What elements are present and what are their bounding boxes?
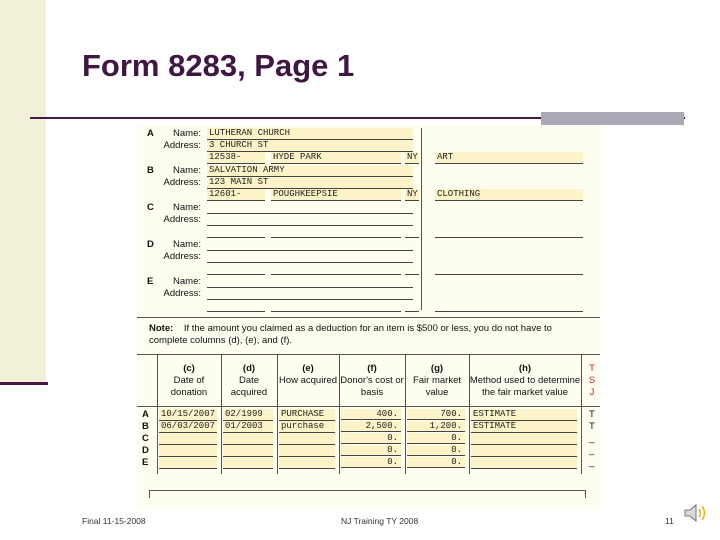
property-column-divider [421, 128, 422, 310]
donee-property-field-value: ART [437, 152, 454, 162]
donee-letter: B [147, 165, 154, 176]
column-header [221, 363, 277, 399]
cell-d[interactable] [223, 445, 273, 457]
donee-city-field-value [271, 300, 273, 310]
cell-c-value: 10/15/2007 [161, 409, 216, 419]
column-label: Date of donation [170, 375, 208, 398]
section-divider-top [137, 317, 600, 318]
donee-zip-field-value: 12538- [209, 152, 242, 162]
cell-d-value: 02/1999 [225, 409, 263, 419]
donee-name-label: Name: [173, 165, 201, 176]
donee-property-field-value: CLOTHING [437, 189, 481, 199]
cell-g[interactable] [407, 445, 465, 456]
table-column-divider [221, 354, 222, 474]
donee-address-field[interactable] [207, 251, 413, 263]
column-header [405, 363, 469, 399]
donee-state-field[interactable] [405, 226, 419, 238]
table-bottom-tick-left [149, 490, 150, 498]
cell-c[interactable] [159, 457, 217, 469]
donee-address-field-value: 123 MAIN ST [209, 177, 269, 187]
column-key: (f) [367, 363, 377, 374]
donee-city-field[interactable] [271, 226, 401, 238]
cell-h-value: ESTIMATE [473, 421, 517, 431]
cell-d[interactable] [223, 409, 273, 421]
column-key: (h) [518, 363, 532, 374]
donee-zip-field[interactable] [207, 263, 265, 275]
speaker-icon[interactable] [683, 502, 709, 524]
donee-state-field[interactable] [405, 152, 419, 164]
donee-state-field[interactable] [405, 263, 419, 275]
donee-state-field-value [405, 226, 407, 236]
donee-zip-field[interactable] [207, 189, 265, 201]
donee-name-field-value [207, 202, 209, 212]
note-text: If the amount you claimed as a deduction for an item is $500 or less, you do not have to complete columns (d), (e), and (f). [149, 323, 552, 346]
donee-property-field-value [435, 263, 437, 273]
cell-d[interactable] [223, 421, 273, 433]
footer-left: Final 11-15-2008 [82, 516, 146, 526]
cell-e[interactable] [279, 457, 335, 469]
cell-c-value [159, 445, 161, 455]
donee-state-field[interactable] [405, 300, 419, 312]
cell-g-value: 700. [440, 409, 462, 419]
footer-page-number: 11 [665, 516, 674, 526]
note-label: Note: [149, 323, 174, 334]
donee-name-label: Name: [173, 239, 201, 250]
cell-d[interactable] [223, 433, 273, 445]
cell-d-value [223, 433, 225, 443]
cell-d[interactable] [223, 457, 273, 469]
cell-f[interactable] [341, 409, 401, 420]
cell-f-value: 2,500. [365, 421, 398, 431]
cell-f-value: 0. [387, 445, 398, 455]
donee-name-field[interactable] [207, 239, 413, 251]
cell-f[interactable] [341, 457, 401, 468]
column-label: How acquired [278, 375, 338, 386]
donee-name-field-value: LUTHERAN CHURCH [209, 128, 291, 138]
cell-e-value [279, 457, 281, 467]
donee-property-field[interactable] [435, 152, 583, 164]
column-header [157, 363, 221, 399]
cell-h[interactable] [471, 445, 577, 457]
donee-zip-field[interactable] [207, 152, 265, 164]
table-column-divider [405, 354, 406, 474]
cell-f-value: 0. [387, 433, 398, 443]
donee-letter: D [147, 239, 154, 250]
donee-name-label: Name: [173, 276, 201, 287]
donee-name-field-value: SALVATION ARMY [209, 165, 285, 175]
donee-address-field-value [207, 214, 209, 224]
cell-d-value [223, 445, 225, 455]
footer-center: NJ Training TY 2008 [341, 516, 419, 526]
cell-h[interactable] [471, 421, 577, 433]
cell-e-value: purchase [281, 421, 325, 431]
donee-name-field[interactable] [207, 276, 413, 288]
donee-address-label: Address: [163, 177, 201, 188]
donee-city-field[interactable] [271, 152, 401, 164]
row-tsj[interactable]: T [589, 421, 595, 432]
donee-city-field[interactable] [271, 189, 401, 201]
row-letter: A [142, 409, 149, 420]
column-key: (e) [302, 363, 314, 374]
donee-name-label: Name: [173, 128, 201, 139]
column-key: (d) [242, 363, 256, 374]
cell-d-value: 01/2003 [225, 421, 263, 431]
donee-property-field-value [435, 300, 437, 310]
cell-g[interactable] [407, 433, 465, 444]
slide-title: Form 8283, Page 1 [82, 48, 355, 83]
donee-city-field-value: HYDE PARK [273, 152, 322, 162]
donee-state-field-value [405, 263, 407, 273]
donee-city-field-value: POUGHKEEPSIE [273, 189, 338, 199]
column-header [469, 363, 581, 399]
donee-letter: E [147, 276, 154, 287]
cell-c[interactable] [159, 445, 217, 457]
cell-g-value: 0. [451, 433, 462, 443]
donee-name-label: Name: [173, 202, 201, 213]
left-accent-bar [0, 0, 46, 384]
tsj-j: J [589, 387, 595, 398]
donee-state-field-value [405, 300, 407, 310]
cell-h[interactable] [471, 409, 577, 421]
cell-f[interactable] [341, 445, 401, 456]
donee-zip-field-value: 12601- [209, 189, 242, 199]
column-key: (c) [183, 363, 195, 374]
cell-h-value [471, 457, 473, 467]
column-label: Fair market value [412, 375, 462, 398]
column-header [339, 363, 405, 399]
cell-e[interactable] [279, 433, 335, 445]
cell-c[interactable] [159, 421, 217, 433]
cell-g[interactable] [407, 457, 465, 468]
table-bottom-divider [149, 490, 585, 491]
donee-property-field[interactable] [435, 189, 583, 201]
donee-property-field[interactable] [435, 300, 583, 312]
row-letter: C [142, 433, 149, 444]
table-column-divider [157, 354, 158, 474]
cell-c-value: 06/03/2007 [161, 421, 216, 431]
tsj-t: T [589, 363, 595, 374]
donee-address-field[interactable] [207, 177, 413, 189]
donee-address-field[interactable] [207, 214, 413, 226]
row-letter: D [142, 445, 149, 456]
donee-state-field-value: NY [407, 152, 418, 162]
column-key: (g) [430, 363, 444, 374]
donee-address-field-value [207, 251, 209, 261]
donee-address-field-value [207, 288, 209, 298]
row-letter: B [142, 421, 149, 432]
left-accent-bar-edge [0, 382, 48, 385]
form-8283-excerpt [137, 126, 600, 510]
table-column-divider [339, 354, 340, 474]
donee-name-field[interactable] [207, 128, 413, 140]
note [149, 323, 589, 347]
cell-f[interactable] [341, 421, 401, 432]
cell-c[interactable] [159, 409, 217, 421]
cell-e-value: PURCHASE [281, 409, 325, 419]
cell-e-value [279, 445, 281, 455]
column-label: Method used to determine the fair market value [469, 375, 581, 398]
cell-e[interactable] [279, 421, 335, 433]
cell-e-value [279, 433, 281, 443]
cell-h-value [471, 433, 473, 443]
tsj-header [587, 363, 597, 399]
cell-e[interactable] [279, 409, 335, 421]
cell-h-value [471, 445, 473, 455]
donee-name-field-value [207, 276, 209, 286]
cell-g-value: 1,200. [429, 421, 462, 431]
donee-address-field[interactable] [207, 288, 413, 300]
donee-name-field-value [207, 239, 209, 249]
donee-letter: A [147, 128, 154, 139]
donee-city-field-value [271, 263, 273, 273]
donee-letter: C [147, 202, 154, 213]
cell-d-value [223, 457, 225, 467]
donee-zip-field-value [207, 300, 209, 310]
cell-g[interactable] [407, 421, 465, 432]
cell-c-value [159, 457, 161, 467]
donee-property-field[interactable] [435, 263, 583, 275]
donee-city-field[interactable] [271, 300, 401, 312]
cell-g-value: 0. [451, 445, 462, 455]
donee-name-field[interactable] [207, 202, 413, 214]
cell-f-value: 400. [376, 409, 398, 419]
cell-g-value: 0. [451, 457, 462, 467]
donee-address-label: Address: [163, 288, 201, 299]
row-tsj[interactable]: _ [589, 457, 595, 468]
column-label: Donor's cost or basis [340, 375, 404, 398]
donee-property-field[interactable] [435, 226, 583, 238]
donee-zip-field[interactable] [207, 300, 265, 312]
donee-zip-field-value [207, 263, 209, 273]
donee-address-field-value: 3 CHURCH ST [209, 140, 269, 150]
donee-city-field[interactable] [271, 263, 401, 275]
cell-g[interactable] [407, 409, 465, 420]
donee-address-label: Address: [163, 214, 201, 225]
donee-address-label: Address: [163, 140, 201, 151]
column-label: Date acquired [230, 375, 268, 398]
cell-f-value: 0. [387, 457, 398, 467]
table-column-divider [469, 354, 470, 474]
cell-c-value [159, 433, 161, 443]
row-tsj[interactable]: T [589, 409, 595, 420]
section-divider-table [137, 354, 600, 355]
table-column-divider [581, 354, 582, 474]
cell-e[interactable] [279, 445, 335, 457]
cell-h[interactable] [471, 457, 577, 469]
cell-h-value: ESTIMATE [473, 409, 517, 419]
row-tsj[interactable]: _ [589, 445, 595, 456]
table-column-divider [277, 354, 278, 474]
row-letter: E [142, 457, 149, 468]
cell-c[interactable] [159, 433, 217, 445]
row-tsj[interactable]: _ [589, 433, 595, 444]
cell-h[interactable] [471, 433, 577, 445]
table-bottom-tick-right [585, 490, 586, 498]
title-rule-block [541, 112, 684, 125]
donee-zip-field-value [207, 226, 209, 236]
donee-name-field[interactable] [207, 165, 413, 177]
donee-city-field-value [271, 226, 273, 236]
donee-property-field-value [435, 226, 437, 236]
donee-state-field-value: NY [407, 189, 418, 199]
table-header-divider [137, 406, 600, 407]
donee-state-field[interactable] [405, 189, 419, 201]
donee-address-field[interactable] [207, 140, 413, 152]
cell-f[interactable] [341, 433, 401, 444]
donee-address-label: Address: [163, 251, 201, 262]
donee-zip-field[interactable] [207, 226, 265, 238]
tsj-s: S [588, 375, 596, 386]
column-header [277, 363, 339, 387]
